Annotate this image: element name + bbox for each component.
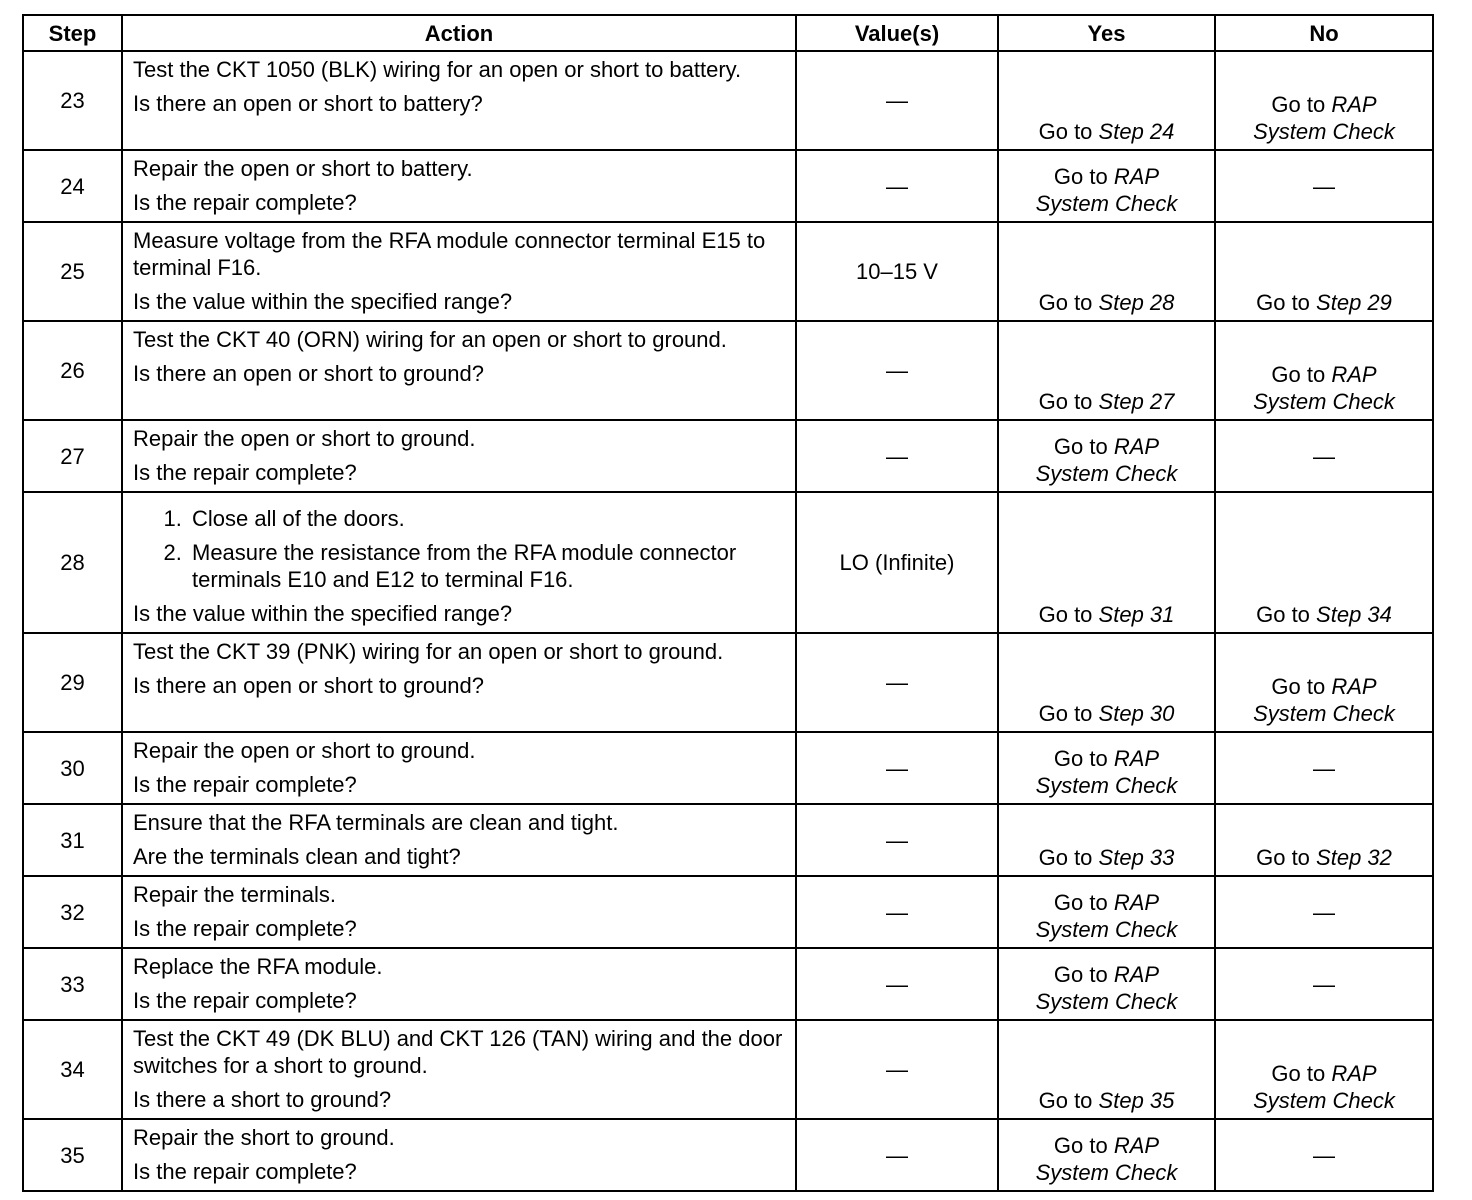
action-cell (122, 150, 796, 222)
action-question: Is the value within the specified range? (133, 289, 513, 314)
value-cell: — (796, 804, 998, 876)
yes-cell (998, 948, 1215, 1020)
action-instruction: Repair the terminals. (133, 882, 336, 907)
yes-cell (998, 732, 1215, 804)
step-number: 29 (23, 633, 122, 732)
yes-go-to-text: Go to (1038, 1088, 1093, 1113)
yes-cell (998, 150, 1215, 222)
value-cell: — (796, 1020, 998, 1119)
no-go-to-text: Go to (1256, 845, 1310, 870)
no-dash: — (1313, 755, 1335, 781)
yes-target: Step 33 (1098, 845, 1175, 870)
action-cell (122, 876, 796, 948)
action-cell (122, 732, 796, 804)
action-cell (122, 804, 796, 876)
step-number: 34 (23, 1020, 122, 1119)
step-number: 35 (23, 1119, 122, 1191)
yes-line (1003, 844, 1210, 871)
step-number: 28 (23, 492, 122, 633)
yes-target-line2: System Check (1035, 773, 1178, 798)
step-number: 33 (23, 948, 122, 1020)
yes-go-to-text: Go to (1053, 746, 1108, 771)
no-line (1220, 361, 1428, 388)
yes-go-to-text: Go to (1038, 290, 1093, 315)
no-target-line2: System Check (1253, 389, 1395, 414)
no-go-to-text: Go to (1271, 362, 1326, 387)
action-question: Is the repair complete? (133, 916, 357, 941)
no-cell (1215, 804, 1433, 876)
yes-go-to-text: Go to (1053, 434, 1108, 459)
value-cell: — (796, 51, 998, 150)
action-question: Is there an open or short to ground? (133, 361, 485, 386)
action-cell (122, 1119, 796, 1191)
table-row (23, 732, 1433, 804)
no-dash: — (1313, 971, 1335, 997)
no-go-to-text: Go to (1256, 602, 1310, 627)
no-target: RAP (1331, 1061, 1377, 1086)
no-dash: — (1313, 899, 1335, 925)
no-cell (1215, 150, 1433, 222)
action-instruction: Test the CKT 1050 (BLK) wiring for an open or short to battery. (133, 57, 742, 82)
yes-go-to-text: Go to (1038, 389, 1093, 414)
table-row (23, 492, 1433, 633)
no-target-line2: System Check (1253, 119, 1395, 144)
step-number: 26 (23, 321, 122, 420)
yes-target: RAP (1113, 890, 1160, 915)
yes-cell (998, 420, 1215, 492)
no-dash: — (1313, 1142, 1335, 1168)
yes-line (1003, 289, 1210, 316)
substep-item: 1. Close all of the doors. (188, 505, 787, 532)
action-instruction: Test the CKT 49 (DK BLU) and CKT 126 (TAN) wiring and the door switches for a short to ground. (133, 1026, 783, 1078)
action-cell (122, 948, 796, 1020)
yes-go-to-text: Go to (1053, 962, 1108, 987)
no-go-to-text: Go to (1271, 1061, 1326, 1086)
value-cell: LO (Infinite) (796, 492, 998, 633)
yes-cell (998, 633, 1215, 732)
no-line (1220, 289, 1428, 316)
no-cell (1215, 1119, 1433, 1191)
value-cell: — (796, 948, 998, 1020)
yes-target-line2: System Check (1035, 989, 1178, 1014)
table-row (23, 420, 1433, 492)
no-target: Step 29 (1316, 290, 1392, 315)
table-header-row (23, 15, 1433, 51)
header-action: Action (122, 15, 796, 51)
table-row (23, 633, 1433, 732)
yes-target-line2: System Check (1035, 191, 1178, 216)
yes-go-to-text: Go to (1038, 119, 1093, 144)
yes-cell (998, 492, 1215, 633)
step-number: 32 (23, 876, 122, 948)
action-cell (122, 1020, 796, 1119)
action-question: Is there an open or short to ground? (133, 673, 485, 698)
value-cell: — (796, 150, 998, 222)
action-cell (122, 321, 796, 420)
yes-line (1003, 889, 1210, 916)
yes-line (1003, 1087, 1210, 1114)
step-number: 31 (23, 804, 122, 876)
table-row (23, 1020, 1433, 1119)
value-cell: 10–15 V (796, 222, 998, 321)
action-question: Is the repair complete? (133, 988, 357, 1013)
yes-cell (998, 1020, 1215, 1119)
action-instruction: Repair the open or short to ground. (133, 426, 476, 451)
yes-target: Step 31 (1098, 602, 1175, 627)
action-instruction: Repair the open or short to battery. (133, 156, 473, 181)
yes-line (1003, 700, 1210, 727)
value-cell: — (796, 1119, 998, 1191)
yes-target: Step 28 (1098, 290, 1175, 315)
yes-target-line2: System Check (1035, 917, 1178, 942)
action-cell (122, 222, 796, 321)
yes-line (1003, 433, 1210, 460)
yes-line (1003, 601, 1210, 628)
yes-target: Step 27 (1098, 389, 1175, 414)
no-go-to-text: Go to (1271, 674, 1326, 699)
table-row (23, 1119, 1433, 1191)
step-number: 27 (23, 420, 122, 492)
action-instruction: Replace the RFA module. (133, 954, 383, 979)
yes-target: RAP (1113, 1133, 1160, 1158)
action-instruction: Measure voltage from the RFA module connector terminal E15 to terminal F16. (133, 228, 766, 280)
yes-go-to-text: Go to (1053, 164, 1108, 189)
action-question: Is the repair complete? (133, 190, 357, 215)
yes-line (1003, 961, 1210, 988)
no-cell (1215, 948, 1433, 1020)
value-cell: — (796, 420, 998, 492)
no-cell (1215, 51, 1433, 150)
yes-line (1003, 388, 1210, 415)
yes-go-to-text: Go to (1038, 602, 1093, 627)
no-cell (1215, 222, 1433, 321)
yes-target-line2: System Check (1035, 1160, 1178, 1185)
header-yes: Yes (998, 15, 1215, 51)
action-instruction: Test the CKT 40 (ORN) wiring for an open or short to ground. (133, 327, 727, 352)
yes-line (1003, 745, 1210, 772)
action-question: Is the repair complete? (133, 772, 357, 797)
table-row (23, 150, 1433, 222)
no-target: RAP (1331, 674, 1377, 699)
no-cell (1215, 732, 1433, 804)
value-cell: — (796, 633, 998, 732)
no-target-line2: System Check (1253, 701, 1395, 726)
no-go-to-text: Go to (1271, 92, 1326, 117)
value-cell: — (796, 732, 998, 804)
yes-target-line2: System Check (1035, 461, 1178, 486)
no-cell (1215, 633, 1433, 732)
action-question: Is the repair complete? (133, 460, 357, 485)
action-question: Is the value within the specified range? (133, 601, 513, 626)
yes-target: Step 30 (1098, 701, 1175, 726)
yes-cell (998, 51, 1215, 150)
action-question: Are the terminals clean and tight? (133, 844, 461, 869)
no-target: RAP (1331, 92, 1377, 117)
yes-cell (998, 321, 1215, 420)
substep-item: 2. Measure the resistance from the RFA module connector terminals E10 and E12 to terminal F16. (188, 539, 787, 593)
table-row (23, 876, 1433, 948)
value-cell: — (796, 876, 998, 948)
no-line (1220, 844, 1428, 871)
action-instruction: Test the CKT 39 (PNK) wiring for an open or short to ground. (133, 639, 724, 664)
yes-target: Step 35 (1098, 1088, 1175, 1113)
yes-target: RAP (1113, 434, 1160, 459)
table-row (23, 222, 1433, 321)
yes-cell (998, 222, 1215, 321)
substep-list (133, 505, 787, 593)
header-step: Step (23, 15, 122, 51)
no-line (1220, 673, 1428, 700)
table-body (23, 51, 1433, 1191)
no-dash: — (1313, 173, 1335, 199)
no-cell (1215, 492, 1433, 633)
header-no: No (1215, 15, 1433, 51)
no-cell (1215, 420, 1433, 492)
table-row (23, 948, 1433, 1020)
yes-target: RAP (1113, 962, 1160, 987)
table-row (23, 51, 1433, 150)
step-number: 30 (23, 732, 122, 804)
no-line (1220, 601, 1428, 628)
diagnostic-table (22, 14, 1434, 1192)
no-target: RAP (1331, 362, 1377, 387)
action-question: Is there a short to ground? (133, 1087, 392, 1112)
value-cell: — (796, 321, 998, 420)
action-question: Is there an open or short to battery? (133, 91, 483, 116)
yes-cell (998, 1119, 1215, 1191)
yes-go-to-text: Go to (1038, 701, 1093, 726)
step-number: 24 (23, 150, 122, 222)
no-target-line2: System Check (1253, 1088, 1395, 1113)
no-cell (1215, 1020, 1433, 1119)
no-cell (1215, 876, 1433, 948)
yes-target: RAP (1113, 164, 1160, 189)
action-cell (122, 492, 796, 633)
yes-line (1003, 118, 1210, 145)
no-dash: — (1313, 443, 1335, 469)
yes-go-to-text: Go to (1053, 890, 1108, 915)
table-row (23, 804, 1433, 876)
no-line (1220, 1060, 1428, 1087)
yes-line (1003, 1132, 1210, 1159)
yes-go-to-text: Go to (1038, 845, 1093, 870)
no-cell (1215, 321, 1433, 420)
step-number: 23 (23, 51, 122, 150)
yes-cell (998, 876, 1215, 948)
yes-go-to-text: Go to (1053, 1133, 1108, 1158)
step-number: 25 (23, 222, 122, 321)
yes-line (1003, 163, 1210, 190)
yes-target: RAP (1113, 746, 1160, 771)
action-cell (122, 420, 796, 492)
header-values: Value(s) (796, 15, 998, 51)
yes-target: Step 24 (1098, 119, 1175, 144)
action-question: Is the repair complete? (133, 1159, 357, 1184)
no-target: Step 34 (1316, 602, 1392, 627)
table-row (23, 321, 1433, 420)
action-instruction: Repair the open or short to ground. (133, 738, 476, 763)
no-target: Step 32 (1316, 845, 1392, 870)
no-go-to-text: Go to (1256, 290, 1310, 315)
action-instruction: Repair the short to ground. (133, 1125, 395, 1150)
action-cell (122, 633, 796, 732)
yes-cell (998, 804, 1215, 876)
action-cell (122, 51, 796, 150)
action-instruction: Ensure that the RFA terminals are clean and tight. (133, 810, 619, 835)
no-line (1220, 91, 1428, 118)
